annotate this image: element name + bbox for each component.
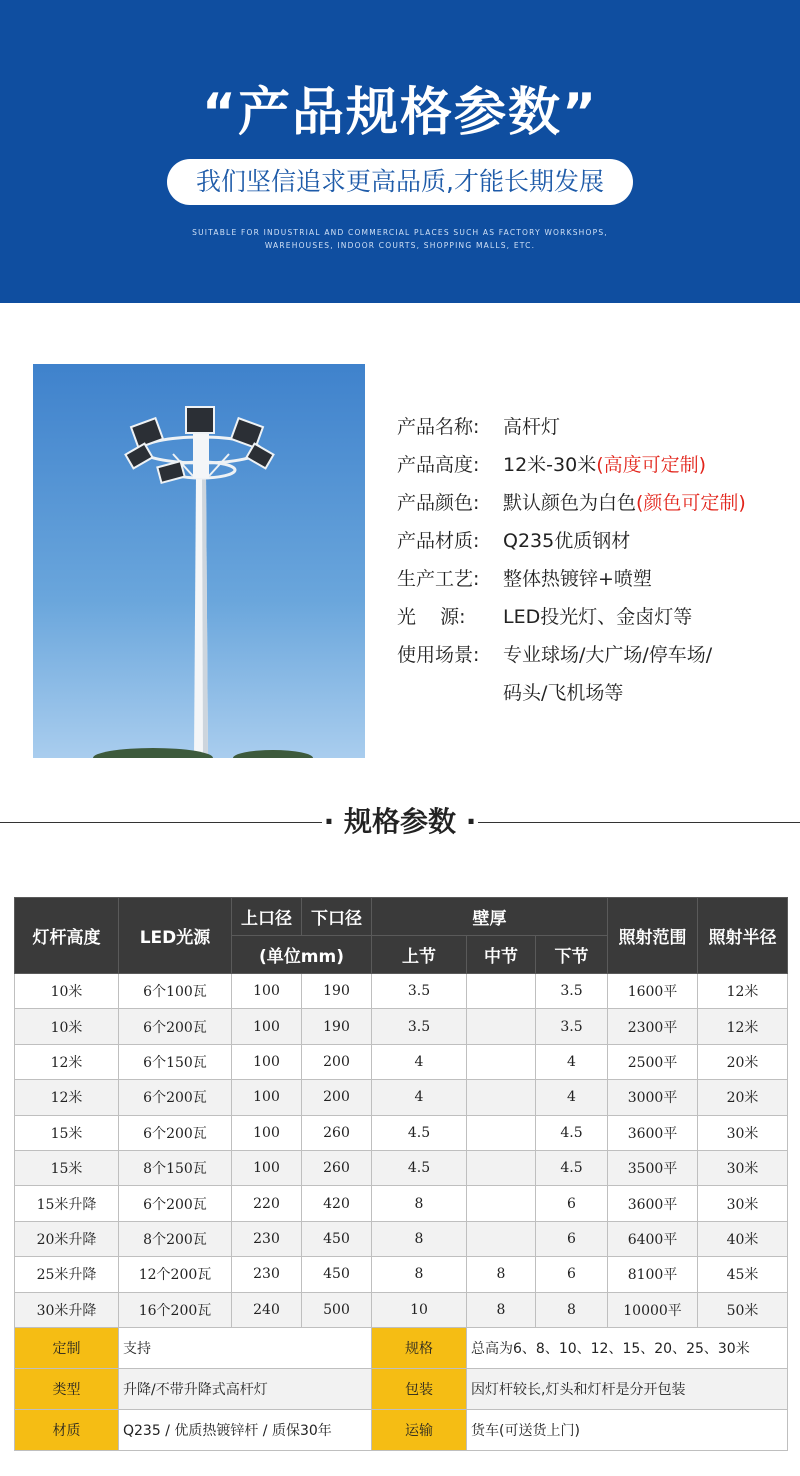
banner-english-line-1: SUITABLE FOR INDUSTRIAL AND COMMERCIAL PLACES SUCH AS FACTORY WORKSHOPS, — [192, 228, 608, 237]
table-row — [15, 1186, 788, 1221]
banner-english-line-2: WAREHOUSES, INDOOR COURTS, SHOPPING MALLS, ETC. — [264, 241, 536, 250]
cell-upper: 10 — [372, 1292, 467, 1327]
spec-value-text: 12米-30米 — [503, 454, 597, 476]
product-spec-list — [397, 408, 797, 712]
cell-range: 10000平 — [608, 1292, 698, 1327]
spec-key: 光 源: — [397, 606, 466, 628]
spec-key: 产品名称: — [397, 416, 480, 438]
cell-top-dia: 100 — [232, 1080, 302, 1115]
header-range: 照射范围 — [608, 898, 698, 974]
cell-top-dia: 230 — [232, 1221, 302, 1256]
cell-led: 8个200瓦 — [119, 1221, 232, 1256]
footer-row-material — [15, 1409, 788, 1450]
cell-bottom-dia: 450 — [302, 1221, 372, 1256]
cell-range: 3600平 — [608, 1186, 698, 1221]
cell-radius: 45米 — [698, 1257, 788, 1292]
cell-bottom-dia: 260 — [302, 1150, 372, 1185]
cell-range: 1600平 — [608, 974, 698, 1009]
table-row — [15, 974, 788, 1009]
footer-row-type — [15, 1368, 788, 1409]
header-upper-section: 上节 — [372, 936, 467, 974]
cell-upper: 8 — [372, 1257, 467, 1292]
spec-value-text: 默认颜色为白色 — [503, 492, 637, 514]
cell-lower: 8 — [536, 1292, 608, 1327]
cell-upper: 4 — [372, 1080, 467, 1115]
table-row — [15, 1009, 788, 1044]
cell-led: 6个100瓦 — [119, 974, 232, 1009]
spec-value-text: 专业球场/大广场/停车场/ — [503, 644, 713, 666]
cell-top-dia: 100 — [232, 1150, 302, 1185]
cell-lower: 4 — [536, 1044, 608, 1079]
spec-row-height — [397, 446, 797, 484]
cell-range: 8100平 — [608, 1257, 698, 1292]
table-row — [15, 1080, 788, 1115]
cell-upper: 3.5 — [372, 1009, 467, 1044]
spec-table — [14, 897, 788, 1451]
cell-bottom-dia: 450 — [302, 1257, 372, 1292]
cell-radius: 12米 — [698, 974, 788, 1009]
cell-top-dia: 220 — [232, 1186, 302, 1221]
table-row — [15, 1150, 788, 1185]
spec-key: 产品高度: — [397, 454, 480, 476]
cell-bottom-dia: 200 — [302, 1080, 372, 1115]
cell-height: 12米 — [15, 1044, 119, 1079]
cell-middle — [467, 1221, 536, 1256]
cell-middle — [467, 1044, 536, 1079]
cell-upper: 4 — [372, 1044, 467, 1079]
cell-middle: 8 — [467, 1257, 536, 1292]
slogan-pill: 我们坚信追求更高品质,才能长期发展 — [167, 159, 633, 205]
cell-middle — [467, 974, 536, 1009]
spec-row-scene — [397, 636, 797, 674]
header-led-source: LED光源 — [119, 898, 232, 974]
footer-key: 规格 — [372, 1327, 467, 1368]
cell-middle — [467, 1186, 536, 1221]
cell-top-dia: 100 — [232, 1115, 302, 1150]
cell-lower: 4 — [536, 1080, 608, 1115]
cell-middle — [467, 1150, 536, 1185]
cell-upper: 4.5 — [372, 1150, 467, 1185]
cell-radius: 30米 — [698, 1115, 788, 1150]
cell-upper: 8 — [372, 1186, 467, 1221]
table-row — [15, 1044, 788, 1079]
spec-row-process — [397, 560, 797, 598]
cell-led: 6个200瓦 — [119, 1080, 232, 1115]
cell-height: 12米 — [15, 1080, 119, 1115]
cell-bottom-dia: 200 — [302, 1044, 372, 1079]
spec-value-text: 整体热镀锌+喷塑 — [503, 568, 652, 590]
cell-height: 15米 — [15, 1150, 119, 1185]
footer-value: Q235 / 优质热镀锌杆 / 质保30年 — [119, 1409, 372, 1450]
cell-range: 3500平 — [608, 1150, 698, 1185]
cell-range: 3000平 — [608, 1080, 698, 1115]
cell-lower: 6 — [536, 1257, 608, 1292]
cell-height: 25米升降 — [15, 1257, 119, 1292]
section-title: · 规格参数 · — [323, 805, 477, 838]
footer-key: 包装 — [372, 1368, 467, 1409]
cell-radius: 12米 — [698, 1009, 788, 1044]
footer-key: 材质 — [15, 1409, 119, 1450]
cell-height: 30米升降 — [15, 1292, 119, 1327]
cell-radius: 40米 — [698, 1221, 788, 1256]
cell-top-dia: 100 — [232, 974, 302, 1009]
spec-value — [503, 408, 797, 446]
table-row — [15, 1221, 788, 1256]
spec-value — [503, 522, 797, 560]
cell-height: 20米升降 — [15, 1221, 119, 1256]
cell-led: 6个200瓦 — [119, 1115, 232, 1150]
footer-value: 总高为6、8、10、12、15、20、25、30米 — [467, 1327, 788, 1368]
spec-value-text: LED投光灯、金卤灯等 — [503, 606, 693, 628]
cell-radius: 50米 — [698, 1292, 788, 1327]
cell-range: 6400平 — [608, 1221, 698, 1256]
cell-radius: 30米 — [698, 1186, 788, 1221]
spec-row-light-source — [397, 598, 797, 636]
cell-upper: 3.5 — [372, 974, 467, 1009]
header-middle-section: 中节 — [467, 936, 536, 974]
cell-range: 2300平 — [608, 1009, 698, 1044]
table-row — [15, 1115, 788, 1150]
spec-value-text: 高杆灯 — [503, 416, 561, 438]
spec-value — [503, 560, 797, 598]
cell-middle — [467, 1009, 536, 1044]
spec-row-name — [397, 408, 797, 446]
cell-height: 15米 — [15, 1115, 119, 1150]
table-row — [15, 1257, 788, 1292]
header-pole-height: 灯杆高度 — [15, 898, 119, 974]
footer-key: 类型 — [15, 1368, 119, 1409]
cell-bottom-dia: 500 — [302, 1292, 372, 1327]
cell-led: 6个200瓦 — [119, 1009, 232, 1044]
cell-middle — [467, 1080, 536, 1115]
footer-row-custom — [15, 1327, 788, 1368]
footer-value: 因灯杆较长,灯头和灯杆是分开包装 — [467, 1368, 788, 1409]
header-lower-section: 下节 — [536, 936, 608, 974]
cell-lower: 6 — [536, 1186, 608, 1221]
spec-row-color — [397, 484, 797, 522]
cell-lower: 6 — [536, 1221, 608, 1256]
spec-value-text: Q235优质钢材 — [503, 530, 631, 552]
cell-bottom-dia: 190 — [302, 1009, 372, 1044]
footer-key: 定制 — [15, 1327, 119, 1368]
cell-middle: 8 — [467, 1292, 536, 1327]
cell-bottom-dia: 190 — [302, 974, 372, 1009]
header-banner — [0, 0, 800, 303]
cell-top-dia: 100 — [232, 1044, 302, 1079]
cell-led: 16个200瓦 — [119, 1292, 232, 1327]
cell-lower: 3.5 — [536, 1009, 608, 1044]
product-photo-high-mast-light — [33, 364, 365, 758]
banner-title: “产品规格参数” — [201, 83, 599, 143]
header-wall-thickness: 壁厚 — [372, 898, 608, 936]
cell-range: 3600平 — [608, 1115, 698, 1150]
cell-radius: 20米 — [698, 1044, 788, 1079]
cell-range: 2500平 — [608, 1044, 698, 1079]
header-bottom-diameter: 下口径 — [302, 898, 372, 936]
header-unit: (单位mm) — [232, 936, 372, 974]
cell-top-dia: 240 — [232, 1292, 302, 1327]
cell-lower: 4.5 — [536, 1115, 608, 1150]
cell-led: 6个200瓦 — [119, 1186, 232, 1221]
footer-value: 货车(可送货上门) — [467, 1409, 788, 1450]
spec-value — [503, 484, 797, 522]
cell-radius: 20米 — [698, 1080, 788, 1115]
spec-key: 产品材质: — [397, 530, 480, 552]
cell-height: 15米升降 — [15, 1186, 119, 1221]
cell-top-dia: 100 — [232, 1009, 302, 1044]
cell-led: 12个200瓦 — [119, 1257, 232, 1292]
cell-height: 10米 — [15, 974, 119, 1009]
spec-key: 使用场景: — [397, 644, 480, 666]
cell-lower: 3.5 — [536, 974, 608, 1009]
banner-english-subtitle — [0, 226, 800, 252]
spec-scene-continued: 码头/飞机场等 — [503, 682, 624, 704]
cell-bottom-dia: 260 — [302, 1115, 372, 1150]
table-row — [15, 1292, 788, 1327]
spec-value — [503, 446, 797, 484]
spec-key: 产品颜色: — [397, 492, 480, 514]
spec-note: (高度可定制) — [596, 454, 707, 476]
footer-value: 升降/不带升降式高杆灯 — [119, 1368, 372, 1409]
footer-value: 支持 — [119, 1327, 372, 1368]
cell-top-dia: 230 — [232, 1257, 302, 1292]
spec-note: (颜色可定制) — [636, 492, 746, 514]
cell-middle — [467, 1115, 536, 1150]
spec-row-material — [397, 522, 797, 560]
cell-radius: 30米 — [698, 1150, 788, 1185]
cell-led: 8个150瓦 — [119, 1150, 232, 1185]
spec-value — [503, 598, 797, 636]
spec-key: 生产工艺: — [397, 568, 480, 590]
cell-upper: 4.5 — [372, 1115, 467, 1150]
cell-upper: 8 — [372, 1221, 467, 1256]
footer-key: 运输 — [372, 1409, 467, 1450]
header-top-diameter: 上口径 — [232, 898, 302, 936]
cell-bottom-dia: 420 — [302, 1186, 372, 1221]
cell-led: 6个150瓦 — [119, 1044, 232, 1079]
cell-height: 10米 — [15, 1009, 119, 1044]
header-radius: 照射半径 — [698, 898, 788, 974]
spec-value — [503, 636, 797, 674]
cell-lower: 4.5 — [536, 1150, 608, 1185]
